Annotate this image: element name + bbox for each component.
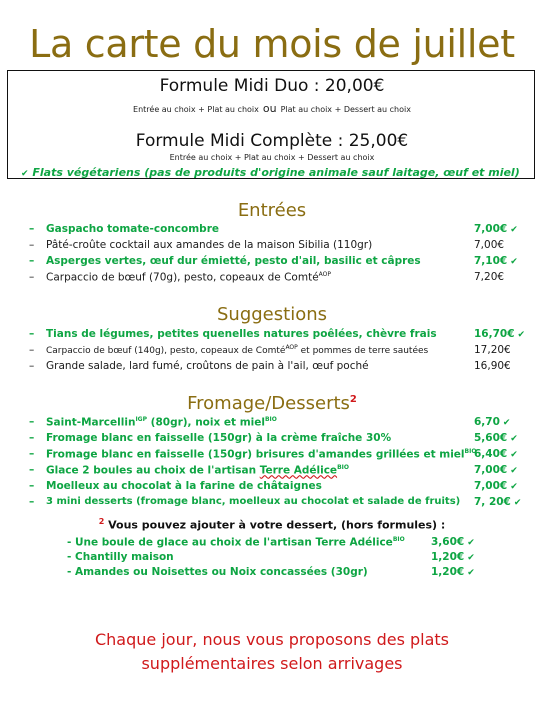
menu-item — [29, 496, 529, 512]
menu-item — [29, 360, 529, 376]
check-icon: ✔ — [502, 418, 511, 428]
section-title-suggestions: Suggestions — [217, 304, 327, 325]
menu-item — [29, 328, 529, 344]
supplement-item-price: 1,20€ — [431, 566, 465, 578]
item-label-sup: BIO — [464, 448, 477, 455]
item-label-sup: BIO — [392, 536, 405, 543]
item-label-sup: BIO — [337, 464, 349, 471]
item-name: Moelleux au chocolat à la farine de châtaignes — [46, 480, 322, 492]
item-name: Gaspacho tomate-concombre — [46, 223, 219, 235]
item-name-after: et pommes de terre sautées — [297, 346, 429, 356]
check-icon: ✔ — [510, 482, 518, 492]
item-label-sup: AOP — [318, 271, 332, 278]
check-icon: ✔ — [467, 538, 475, 548]
supplement-price — [431, 536, 475, 551]
item-dash: – — [29, 344, 35, 356]
footer-line-1: Chaque jour, nous vous proposons des plats — [94, 630, 450, 649]
supplement-text: Vous pouvez ajouter à votre dessert, (hors formules) : — [108, 518, 446, 532]
supplement-item — [67, 551, 174, 566]
item-price: 7,20€ — [474, 271, 505, 283]
check-icon: ✔ — [510, 466, 518, 476]
item-label-sup: AOP — [285, 344, 298, 351]
menu-item — [29, 223, 529, 239]
item-name: Pâté-croûte cocktail aux amandes de la maison Sibilia (110gr) — [46, 239, 373, 251]
formule-duo-right: Plat au choix + Dessert au choix — [280, 105, 411, 114]
section-title-desserts-text: Fromage/Desserts — [187, 393, 350, 414]
supplement-item-name: - Une boule de glace au choix de l'artisan Terre Adélice — [67, 536, 393, 549]
item-dash: – — [29, 328, 35, 340]
item-price: 7,00€ — [474, 464, 508, 476]
brand-name: Terre Adélice — [259, 464, 338, 477]
item-price: 7, 20€ — [474, 496, 511, 508]
item-price: 7,10€ — [474, 255, 508, 267]
item-price: 6,40€ — [474, 448, 508, 460]
item-price: 7,00€ — [474, 239, 505, 251]
supplement-item-price: 1,20€ — [431, 551, 465, 563]
item-name: Tians de légumes, petites quenelles natures poêlées, chèvre frais — [46, 328, 437, 340]
supplement-item-price: 3,60€ — [431, 536, 465, 548]
item-name: Fromage blanc en faisselle (150gr) à la crème fraîche 30% — [46, 432, 392, 444]
check-icon: ✔ — [21, 169, 29, 179]
item-name: 3 mini desserts (fromage blanc, moelleux au chocolat et salade de fruits) — [46, 496, 461, 507]
item-dash: – — [29, 448, 35, 460]
supplement-price — [431, 566, 475, 581]
item-dash: – — [29, 496, 35, 508]
menu-item — [29, 271, 529, 287]
supplement-price — [431, 551, 475, 566]
menu-item — [29, 239, 529, 255]
item-dash: – — [29, 480, 35, 492]
section-title-desserts — [0, 393, 544, 414]
page-title: La carte du mois de juillet — [29, 22, 515, 66]
item-price: 16,70€ — [474, 328, 515, 340]
check-icon: ✔ — [517, 330, 526, 340]
item-dash: – — [29, 255, 35, 267]
item-name: Carpaccio de bœuf (140g), pesto, copeaux de Comté — [46, 346, 286, 356]
check-icon: ✔ — [510, 450, 518, 460]
menu-item — [29, 416, 529, 432]
item-dash: – — [29, 223, 35, 235]
check-icon: ✔ — [510, 257, 518, 267]
check-icon: ✔ — [467, 553, 475, 563]
formules-box — [7, 70, 535, 179]
vegetarian-note — [18, 166, 520, 179]
formule-duo-title: Formule Midi Duo : 20,00€ — [159, 76, 385, 96]
menu-item — [29, 255, 529, 271]
item-label-sup: BIO — [264, 416, 277, 423]
item-label-sup: IGP — [135, 416, 147, 423]
item-price: 7,00€ — [474, 480, 508, 492]
item-dash: – — [29, 432, 35, 444]
item-name: Carpaccio de bœuf (70g), pesto, copeaux de Comté — [46, 271, 319, 284]
footnote-marker: 2 — [98, 517, 105, 526]
formule-duo-description — [8, 102, 536, 115]
item-dash: – — [29, 416, 35, 428]
formule-duo-left: Entrée au choix + Plat au choix — [133, 105, 259, 114]
vegetarian-note-text: Flats végétariens (pas de produits d'origine animale sauf laitage, œuf et miel) — [32, 166, 520, 179]
section-title-entrees: Entrées — [237, 200, 307, 221]
menu-item — [29, 464, 529, 480]
item-name: Asperges vertes, œuf dur émietté, pesto d'ail, basilic et câpres — [46, 255, 421, 267]
supplement-item — [67, 536, 405, 551]
item-price: 5,60€ — [474, 432, 508, 444]
check-icon: ✔ — [510, 225, 518, 235]
supplement-item-name: - Amandes ou Noisettes ou Noix concassées (30gr) — [67, 566, 368, 578]
item-price: 6,70 — [474, 416, 500, 428]
supplement-item — [67, 566, 368, 581]
check-icon: ✔ — [513, 498, 522, 508]
item-name: Fromage blanc en faisselle (150gr) brisures d'amandes grillées et miel — [46, 448, 465, 461]
item-name-after: (80gr), noix et miel — [147, 416, 265, 429]
footnote-marker: 2 — [349, 394, 357, 405]
item-price: 16,90€ — [474, 360, 511, 372]
item-name: Glace 2 boules au choix de l'artisan — [46, 464, 260, 477]
item-dash: – — [29, 271, 35, 283]
dessert-supplement-note — [0, 517, 544, 532]
formule-complete-description: Entrée au choix + Plat au choix + Dessert au choix — [169, 153, 375, 162]
check-icon: ✔ — [510, 434, 518, 444]
supplement-item-name: - Chantilly maison — [67, 551, 174, 563]
formule-complete-title: Formule Midi Complète : 25,00€ — [135, 131, 409, 151]
item-dash: – — [29, 464, 35, 476]
item-price: 17,20€ — [474, 344, 511, 356]
item-name: Saint-Marcellin — [46, 416, 136, 429]
menu-item — [29, 448, 529, 464]
item-dash: – — [29, 360, 35, 372]
menu-item — [29, 480, 529, 496]
check-icon: ✔ — [467, 568, 475, 578]
item-price: 7,00€ — [474, 223, 508, 235]
item-name: Grande salade, lard fumé, croûtons de pain à l'ail, œuf poché — [46, 360, 369, 372]
formule-duo-ou: ou — [262, 102, 277, 115]
item-dash: – — [29, 239, 35, 251]
footer-line-2: supplémentaires selon arrivages — [141, 654, 403, 673]
menu-item — [29, 344, 529, 360]
menu-item — [29, 432, 529, 448]
